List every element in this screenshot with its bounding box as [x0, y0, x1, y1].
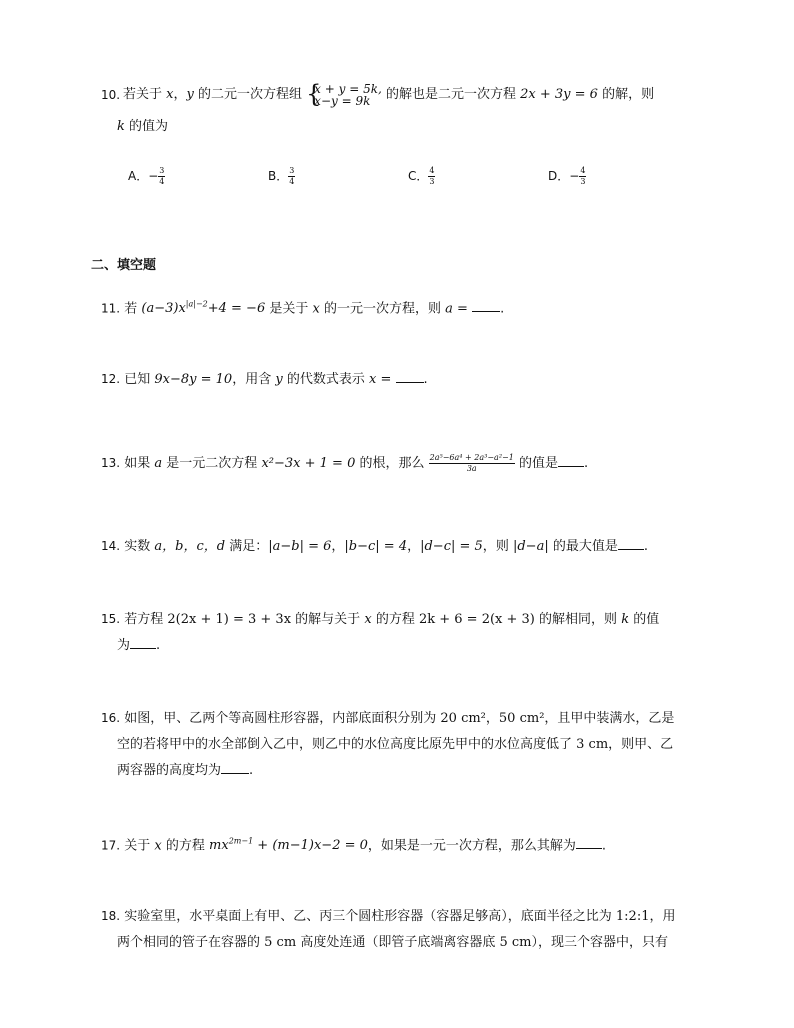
- var-x: x: [154, 838, 162, 854]
- condition-2: |b−c| = 4: [344, 539, 408, 554]
- period: .: [583, 456, 589, 471]
- answer-blank[interactable]: [130, 634, 156, 649]
- condition-1: |a−b| = 6: [268, 539, 332, 554]
- question-text: 的解与关于: [295, 612, 361, 627]
- fraction-den: 4: [159, 177, 165, 186]
- option-a[interactable]: [128, 166, 165, 187]
- question-text: 是关于: [269, 301, 309, 317]
- comma: ，: [173, 87, 187, 102]
- var-x: x: [364, 612, 372, 627]
- question-text: ，用: [649, 909, 676, 924]
- area-1: 20 cm²: [440, 711, 486, 726]
- question-text: 如图，甲、乙两个等高圆柱形容器，内部底面积分别为: [124, 711, 437, 726]
- option-letter: C．: [408, 169, 429, 183]
- option-sign: −: [148, 169, 159, 183]
- answer-blank[interactable]: [558, 452, 584, 467]
- fraction-den: 3: [429, 177, 435, 186]
- question-16: 16. 如图，甲、乙两个等高圆柱形容器，内部底面积分别为 20 cm²，50 cm²，且甲中装满水，乙是 空的若将甲中的水全部倒入乙中，则乙中的水位高度比原先甲中的水位高度低了 3 cm，则甲、乙 两容器的高度均为 .: [101, 711, 675, 778]
- question-text: 的值: [633, 612, 660, 627]
- expression-exponent: 2m−1: [228, 837, 254, 846]
- question-text: ，且甲中装满水，乙是: [544, 711, 675, 726]
- pipe-height: 5 cm: [264, 935, 297, 950]
- period: .: [249, 763, 254, 778]
- fraction-den: 3: [580, 177, 586, 186]
- expression-rest: + (m−1)x−2 = 0: [253, 838, 368, 854]
- option-sign: −: [569, 169, 580, 183]
- question-13: [101, 450, 707, 477]
- var-x: x: [166, 87, 174, 102]
- question-text: 为: [117, 638, 131, 653]
- question-text: 的二元一次方程组: [198, 87, 303, 102]
- variables: a，b，c，d: [154, 539, 226, 554]
- question-number: 12.: [101, 372, 121, 386]
- pipe-height: 5 cm: [499, 935, 532, 950]
- question-text: 若: [124, 301, 138, 317]
- expression-exponent: |a|−2: [185, 300, 208, 309]
- question-text: ），现三个容器中，只有: [531, 935, 668, 950]
- question-text: 的解，则: [602, 87, 655, 102]
- question-text: 如果: [124, 456, 151, 471]
- var-x: x =: [369, 372, 392, 387]
- question-text: 若方程: [124, 612, 164, 627]
- answer-blank[interactable]: [396, 368, 424, 383]
- expression-base: (a−3)x: [141, 301, 186, 317]
- question-number: 10.: [101, 88, 121, 102]
- condition-3: |d−c| = 5: [420, 539, 483, 554]
- answer-blank[interactable]: [618, 535, 644, 550]
- expression-base: mx: [209, 838, 229, 854]
- question-17: [101, 829, 707, 859]
- answer-options: [128, 166, 688, 190]
- question-text: 的代数式表示: [286, 372, 365, 387]
- expression-rest: +4 = −6: [207, 301, 266, 317]
- fraction-den: 3a: [466, 464, 477, 473]
- question-15: [101, 606, 707, 659]
- question-text: 的方程: [375, 612, 415, 627]
- expression: |d−a|: [512, 539, 549, 554]
- equation-2: x−y = 9k: [314, 93, 371, 108]
- question-text: ，则甲、乙: [608, 737, 674, 752]
- option-fraction: [288, 166, 295, 187]
- var-a: a =: [445, 301, 468, 317]
- period: .: [643, 539, 648, 554]
- question-text: 的解相同，则: [539, 612, 618, 627]
- option-fraction: [428, 166, 435, 187]
- question-number: 14.: [101, 539, 121, 553]
- question-text: 则: [495, 539, 509, 554]
- fraction: [429, 453, 515, 474]
- expression: 9x−8y = 10: [154, 372, 233, 387]
- question-text: 是一元二次方程: [166, 456, 258, 471]
- option-d[interactable]: [548, 166, 586, 187]
- question-text: 两个相同的管子在容器的: [117, 935, 261, 950]
- area-2: 50 cm²: [498, 711, 545, 726]
- answer-blank[interactable]: [221, 759, 249, 774]
- question-number: 15.: [101, 612, 121, 626]
- answer-blank[interactable]: [576, 834, 602, 849]
- period: .: [423, 372, 428, 387]
- question-text: 空的若将甲中的水全部倒入乙中，则乙中的水位高度比原先甲中的水位高度低了: [117, 737, 573, 752]
- var-k: k: [117, 119, 125, 134]
- expression: [209, 838, 368, 853]
- section-title: 二、填空题: [91, 258, 157, 273]
- option-letter: D．: [548, 169, 570, 183]
- height-drop: 3 cm: [576, 737, 609, 752]
- fraction-num: 2a⁵−6a⁴ + 2a³−a²−1: [429, 453, 514, 462]
- question-text: 的值是: [518, 456, 558, 471]
- option-fraction: [579, 166, 586, 187]
- var-k: k: [621, 612, 630, 627]
- question-number: 13.: [101, 456, 121, 470]
- question-text: 的一元一次方程，则: [324, 301, 442, 317]
- radius-ratio: 1:2:1: [615, 909, 650, 924]
- question-text: 的解也是二元一次方程: [385, 87, 516, 102]
- answer-blank[interactable]: [472, 297, 500, 312]
- period: .: [500, 301, 505, 317]
- equation-1: x + y = 5k,: [314, 81, 382, 96]
- question-number: 18.: [101, 909, 121, 923]
- question-text: ，用含: [232, 372, 272, 387]
- expression: [141, 301, 265, 316]
- question-text: 实数: [124, 539, 151, 554]
- fraction-num: 3: [289, 166, 295, 175]
- question-text: 两容器的高度均为: [117, 763, 222, 778]
- var-x: x: [312, 301, 320, 317]
- option-b[interactable]: [268, 166, 295, 187]
- equation-3: 2x + 3y = 6: [520, 87, 598, 102]
- var-y: y: [186, 87, 194, 102]
- question-11: [101, 292, 707, 322]
- question-text: 若关于: [123, 87, 163, 102]
- equation-2: 2k + 6 = 2(x + 3): [418, 612, 535, 627]
- option-c[interactable]: [408, 166, 435, 187]
- var-a: a: [154, 456, 163, 471]
- question-text: 高度处连通（即管子底端离容器底: [300, 935, 496, 950]
- period: .: [601, 838, 607, 854]
- option-letter: A．: [128, 169, 149, 183]
- question-text: 的根，那么: [359, 456, 425, 471]
- question-number: 11.: [101, 301, 121, 316]
- question-text: 关于: [124, 838, 151, 854]
- question-number: 17.: [101, 838, 121, 853]
- question-number: 16.: [101, 711, 121, 725]
- equation-1: 2(2x + 1) = 3 + 3x: [167, 612, 292, 627]
- fraction-num: 4: [429, 166, 435, 175]
- expression: x²−3x + 1 = 0: [261, 456, 356, 471]
- question-text: 的最大值是: [552, 539, 618, 554]
- question-text: 实验室里，水平桌面上有甲、乙、丙三个圆柱形容器（容器足够高），底面半径之比为: [124, 909, 612, 924]
- equation-system: [306, 79, 382, 108]
- var-y: y: [275, 372, 283, 387]
- question-14: 14. 实数 a，b，c，d 满足：|a−b| = 6，|b−c| = 4，|d−c| = 5，则 |d−a| 的最大值是 .: [101, 533, 707, 560]
- period: .: [156, 638, 161, 653]
- option-letter: B．: [268, 169, 289, 183]
- question-text: 的值为: [129, 119, 169, 134]
- question-18: [101, 903, 707, 956]
- fraction-num: 3: [159, 166, 165, 175]
- fraction-num: 4: [580, 166, 586, 175]
- question-text: 的方程: [165, 838, 205, 854]
- fraction-den: 4: [289, 177, 295, 186]
- option-fraction: [158, 166, 165, 187]
- question-text: ，如果是一元一次方程，那么其解为: [367, 838, 576, 854]
- question-text: 已知: [124, 372, 151, 387]
- question-12: [101, 366, 707, 393]
- question-text: 满足：: [229, 539, 269, 554]
- brace-icon: {: [306, 79, 322, 108]
